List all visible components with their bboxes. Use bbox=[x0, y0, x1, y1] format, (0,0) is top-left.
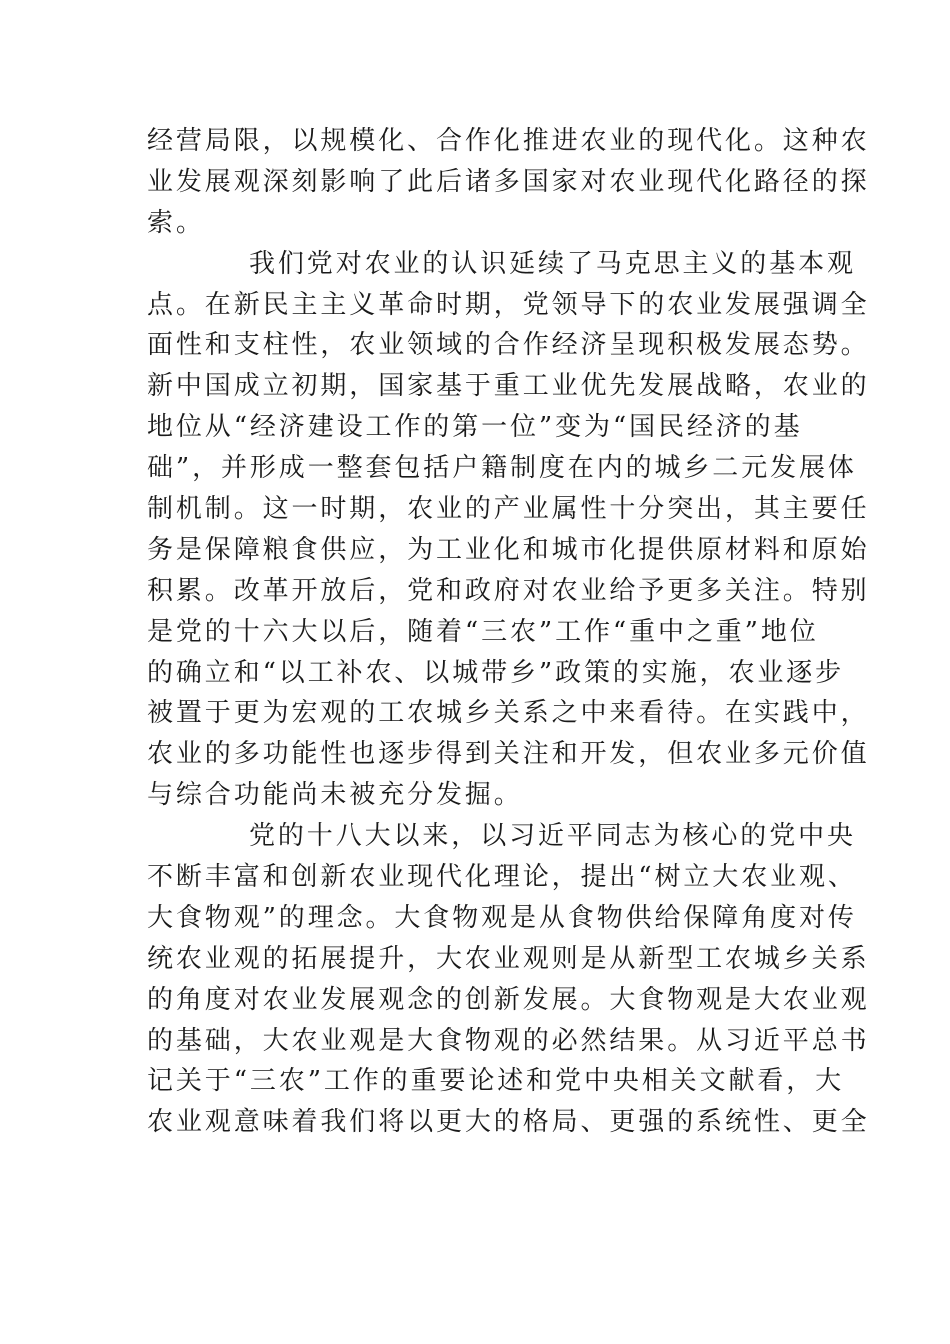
text-line: 被置于更为宏观的工农城乡关系之中来看待。在实践中， bbox=[147, 698, 870, 729]
body-text bbox=[147, 121, 870, 1143]
text-line: 与综合功能尚未被充分发掘。 bbox=[147, 780, 523, 811]
text-line: 的角度对农业发展观念的创新发展。大食物观是大农业观 bbox=[147, 984, 870, 1015]
text-line: 不断丰富和创新农业现代化理论，提出“树立大农业观、 bbox=[147, 862, 857, 893]
text-line: 础”，并形成一整套包括户籍制度在内的城乡二元发展体 bbox=[147, 453, 857, 484]
text-line: 的基础，大农业观是大食物观的必然结果。从习近平总书 bbox=[147, 1025, 870, 1056]
text-line: 经营局限，以规模化、合作化推进农业的现代化。这种农 bbox=[147, 126, 870, 156]
text-line: 点。在新民主主义革命时期，党领导下的农业发展强调全 bbox=[147, 289, 870, 320]
text-line: 统农业观的拓展提升，大农业观则是从新型工农城乡关系 bbox=[147, 943, 870, 974]
paragraph-first-line: 党的十八大以来，以习近平同志为核心的党中央 bbox=[249, 821, 856, 852]
paragraph-first-line: 我们党对农业的认识延续了马克思主义的基本观 bbox=[249, 248, 856, 279]
text-line: 积累。改革开放后，党和政府对农业给予更多关注。特别 bbox=[147, 575, 870, 606]
text-line: 农业观意味着我们将以更大的格局、更强的系统性、更全 bbox=[147, 1107, 870, 1138]
text-line: 业发展观深刻影响了此后诸多国家对农业现代化路径的探 bbox=[147, 166, 870, 197]
text-line: 大食物观”的理念。大食物观是从食物供给保障角度对传 bbox=[147, 902, 857, 933]
text-line: 农业的多功能性也逐步得到关注和开发，但农业多元价值 bbox=[147, 739, 870, 770]
text-line: 是党的十六大以后，随着“三农”工作“重中之重”地位 bbox=[147, 616, 819, 647]
text-line: 新中国成立初期，国家基于重工业优先发展战略，农业的 bbox=[147, 371, 870, 402]
text-line: 地位从“经济建设工作的第一位”变为“国民经济的基 bbox=[147, 412, 803, 443]
text-line: 的确立和“以工补农、以城带乡”政策的实施，农业逐步 bbox=[147, 657, 845, 688]
text-line: 记关于“三农”工作的重要论述和党中央相关文献看，大 bbox=[147, 1066, 845, 1097]
text-line: 面性和支柱性，农业领域的合作经济呈现积极发展态势。 bbox=[147, 330, 870, 361]
text-line: 务是保障粮食供应，为工业化和城市化提供原材料和原始 bbox=[147, 534, 870, 565]
text-line: 索。 bbox=[147, 207, 205, 238]
text-line: 制机制。这一时期，农业的产业属性十分突出，其主要任 bbox=[147, 494, 870, 525]
